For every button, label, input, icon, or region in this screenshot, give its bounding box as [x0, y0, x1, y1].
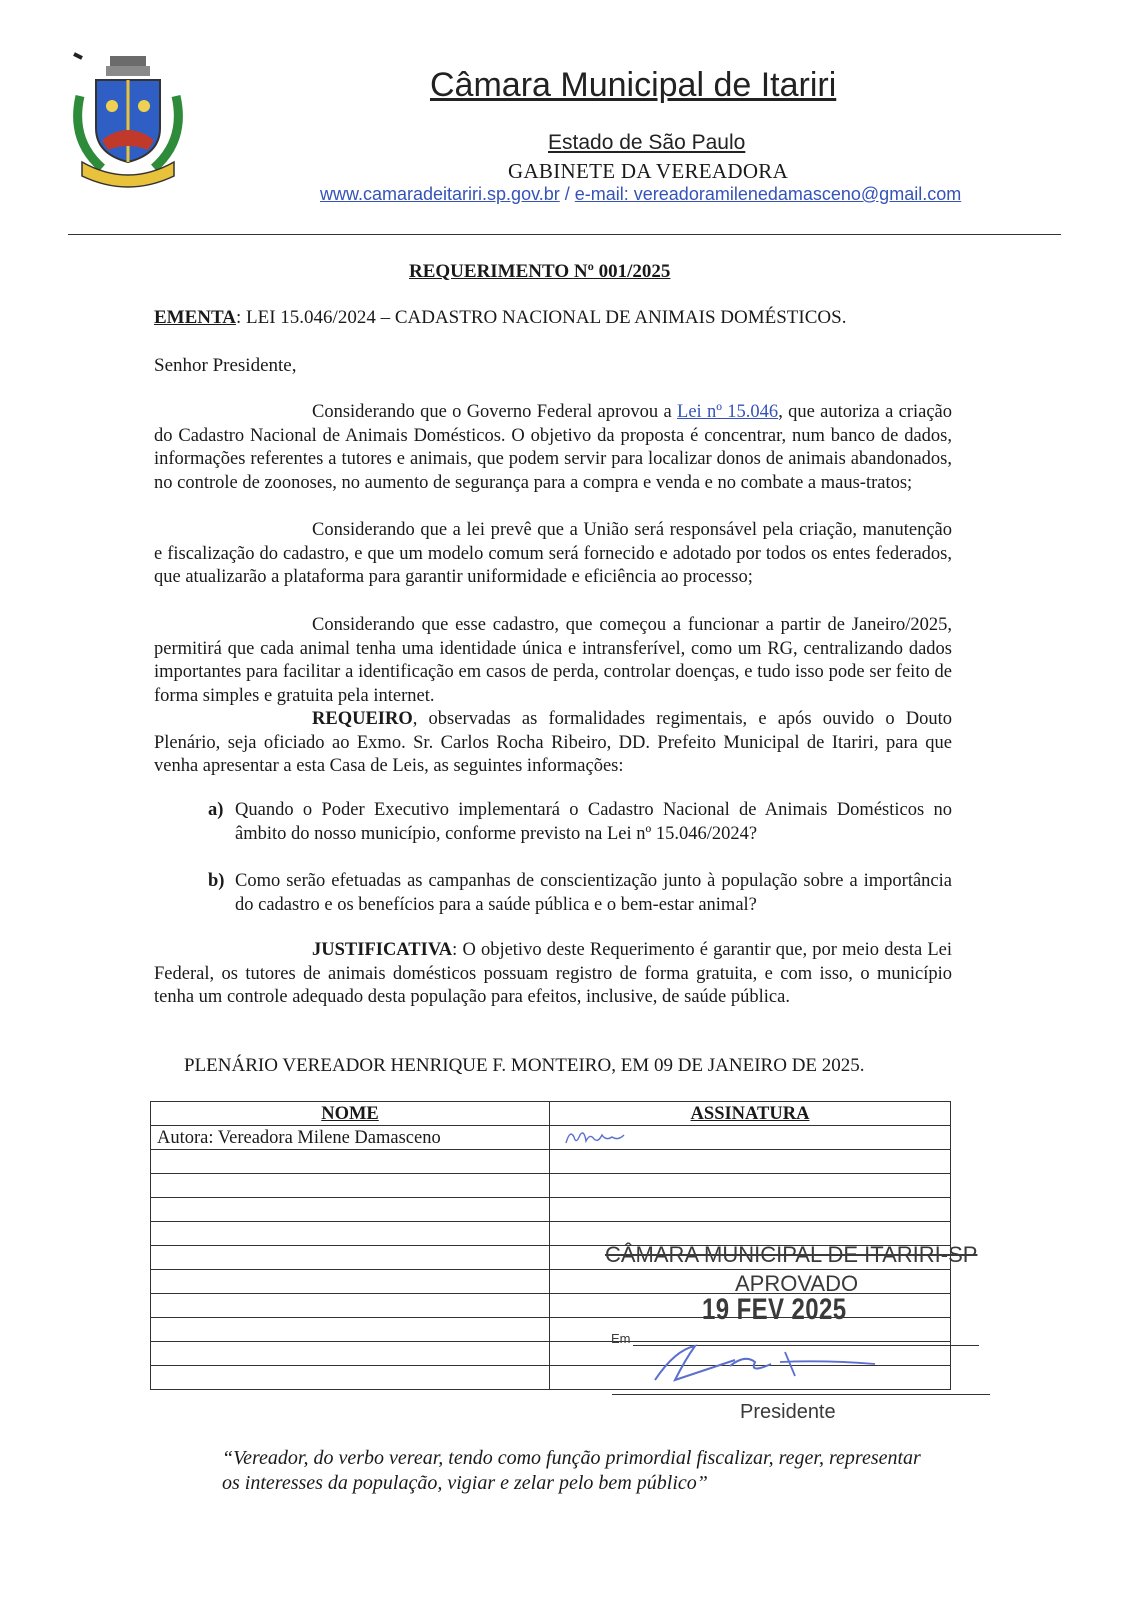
item-marker: b)	[208, 871, 225, 891]
ementa-text: : LEI 15.046/2024 – CADASTRO NACIONAL DE ANIMAIS DOMÉSTICOS.	[235, 307, 847, 328]
greeting: Senhor Presidente,	[154, 355, 297, 376]
stamp-em-label: Em	[611, 1331, 631, 1346]
name-cell	[151, 1366, 550, 1390]
name-cell	[151, 1174, 550, 1198]
ementa-label: EMENTA	[154, 307, 236, 328]
table-row	[151, 1198, 951, 1222]
item-text: Como serão efetuadas as campanhas de conscientização junto à população sobre a importância do cadastro e os benefícios para a saúde pública e o bem-estar animal?	[235, 871, 952, 915]
stamp-date: 19 FEV 2025	[702, 1293, 847, 1326]
cabinet-name: GABINETE DA VEREADORA	[508, 159, 789, 183]
justification-text: : O objetivo deste Requerimento é garantir que, por meio desta Lei Federal, os tutores de animais domésticos possuam registro de forma gratuita, e com isso, o município tenha um controle adequado desta população para efeitos, inclusive, de saúde pública.	[154, 940, 952, 1008]
p2-text: Considerando que a lei prevê que a União será responsável pela criação, manutenção e fiscalização do cadastro, e que um modelo comum será fornecido e adotado por todos os entes federados, que atualizarão a plataforma para garantir uniformidade e eficiência ao processo;	[154, 520, 952, 588]
institution-title: Câmara Municipal de Itariri	[430, 66, 837, 104]
p1-intro: Considerando que o Governo Federal aprovou a	[312, 402, 678, 422]
paragraph-1	[154, 401, 952, 495]
paragraph-2	[154, 519, 952, 590]
law-link[interactable]: Lei nº 15.046	[677, 402, 779, 422]
name-cell	[151, 1318, 550, 1342]
table-row	[151, 1174, 951, 1198]
header-name: NOME	[151, 1102, 550, 1126]
item-marker: a)	[208, 800, 224, 820]
footer-quote: “Vereador, do verbo verear, tendo como função primordial fiscalizar, reger, representar os interesses da população, vigiar e zelar pelo bem público”	[222, 1447, 921, 1494]
ementa	[154, 307, 846, 329]
paragraph-request	[154, 708, 952, 779]
name-cell	[151, 1294, 550, 1318]
document-title: REQUERIMENTO Nº 001/2025	[409, 261, 671, 282]
municipal-coat-of-arms-icon	[62, 50, 192, 200]
contact-links	[320, 184, 961, 205]
p3-text: Considerando que esse cadastro, que começou a funcionar a partir de Janeiro/2025, permitirá que cada animal tenha uma identidade única e intransferível, como um RG, centralizando dados importantes para facilitar a identificação em casos de perda, controlar doenças, e tudo isso pode ser feito de forma simples e gratuita pela internet.	[154, 615, 952, 706]
signature-cell	[550, 1198, 951, 1222]
author-name-cell: Autora: Vereadora Milene Damasceno	[151, 1126, 550, 1150]
p1-rest: , que autoriza a criação do Cadastro Nacional de Animais Domésticos. O objetivo da proposta é concentrar, num banco de dados, informações referentes a tutores e animais, que podem servir para localizar donos de animais abandonados, no controle de zoonoses, no aumento de segurança para a compra e venda e no combate a maus-tratos;	[154, 402, 952, 493]
justification-label: JUSTIFICATIVA	[312, 940, 453, 960]
email-link[interactable]: e-mail: vereadoramilenedamasceno@gmail.com	[574, 184, 962, 204]
signature-cell	[550, 1126, 951, 1150]
list-item	[208, 870, 952, 917]
request-keyword: REQUEIRO	[312, 709, 413, 729]
stamp-institution: CÂMARA MUNICIPAL DE ITARIRI-SP	[605, 1242, 978, 1267]
item-text: Quando o Poder Executivo implementará o Cadastro Nacional de Animais Domésticos no âmbito do nosso município, conforme previsto na Lei nº 15.046/2024?	[235, 800, 952, 844]
website-link[interactable]: www.camaradeitariri.sp.gov.br	[320, 184, 560, 204]
president-signature-icon	[645, 1340, 885, 1390]
stamp-president-role: Presidente	[740, 1401, 836, 1423]
link-separator: /	[559, 184, 575, 204]
justification-paragraph	[154, 939, 952, 1010]
name-cell	[151, 1198, 550, 1222]
table-header-row	[151, 1102, 951, 1126]
plenary-date-line: PLENÁRIO VEREADOR HENRIQUE F. MONTEIRO, EM 09 DE JANEIRO DE 2025.	[184, 1055, 865, 1076]
name-cell	[151, 1270, 550, 1294]
name-cell	[151, 1150, 550, 1174]
header-divider	[68, 234, 1061, 235]
name-cell	[151, 1246, 550, 1270]
header-signature: ASSINATURA	[550, 1102, 951, 1126]
stamp-president-line	[612, 1394, 990, 1395]
name-cell	[151, 1342, 550, 1366]
signature-cell	[550, 1150, 951, 1174]
name-cell	[151, 1222, 550, 1246]
table-row	[151, 1126, 951, 1150]
state-name: Estado de São Paulo	[548, 131, 746, 154]
signature-cell	[550, 1174, 951, 1198]
list-item	[208, 799, 952, 846]
stamp-status: APROVADO	[735, 1271, 859, 1296]
author-signature-icon	[560, 1127, 640, 1149]
request-text: , observadas as formalidades regimentais, e após ouvido o Douto Plenário, seja oficiado ao Exmo. Sr. Carlos Rocha Ribeiro, DD. Prefeito Municipal de Itariri, para que venha apresentar a esta Casa de Leis, as seguintes informações:	[154, 709, 952, 777]
paragraph-3	[154, 614, 952, 708]
table-row	[151, 1150, 951, 1174]
